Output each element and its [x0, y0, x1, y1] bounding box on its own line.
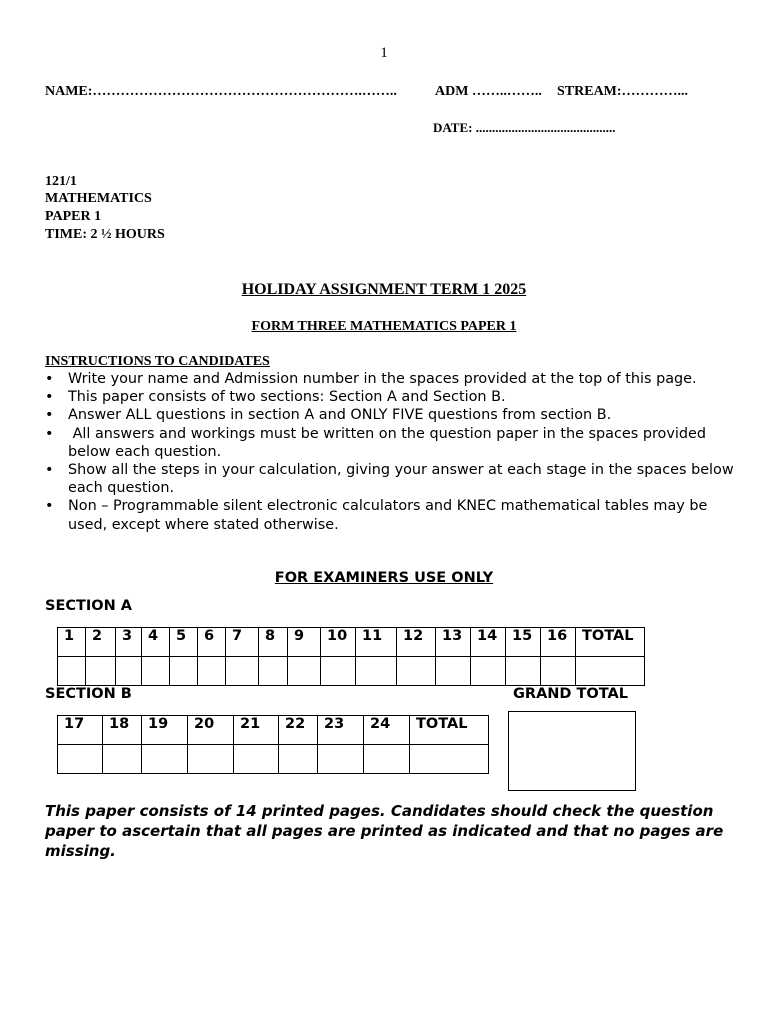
stream-field-line[interactable]: STREAM:…………...	[557, 84, 689, 99]
instruction-item	[45, 370, 735, 388]
question-number-cell: 5	[170, 628, 198, 657]
question-number-cell: 8	[259, 628, 288, 657]
instruction-text: All answers and workings must be written on the question paper in the spaces provided below each question.	[68, 425, 711, 460]
bullet-icon: •	[45, 371, 54, 387]
question-number-cell: 18	[103, 716, 142, 745]
printed-pages-note: This paper consists of 14 printed pages. Candidates should check the question paper to ascertain that all pages are printed as indicated and that no pages are missing.	[45, 802, 724, 860]
bullet-icon: •	[45, 407, 54, 424]
score-cell[interactable]	[506, 657, 541, 686]
score-cell[interactable]	[116, 657, 142, 686]
score-cell[interactable]	[279, 745, 318, 774]
total-score-cell[interactable]	[410, 745, 489, 774]
question-number-cell: 3	[116, 628, 142, 657]
section-b-label: SECTION B	[45, 686, 132, 702]
question-number-cell: 6	[198, 628, 226, 657]
instructions-list	[45, 370, 735, 534]
assignment-title: HOLIDAY ASSIGNMENT TERM 1 2025	[241, 281, 527, 298]
total-header-cell: TOTAL	[410, 716, 489, 745]
examiners-heading: FOR EXAMINERS USE ONLY	[274, 570, 494, 586]
score-cell[interactable]	[234, 745, 279, 774]
instruction-item	[45, 388, 735, 406]
score-cell[interactable]	[58, 745, 103, 774]
name-field-line[interactable]: NAME:………………………………………………….……..	[45, 84, 397, 99]
question-number-cell: 13	[436, 628, 471, 657]
instruction-item	[45, 461, 735, 497]
assignment-subtitle: FORM THREE MATHEMATICS PAPER 1	[251, 319, 517, 334]
score-cell[interactable]	[142, 657, 170, 686]
question-number-cell: 9	[288, 628, 321, 657]
instruction-text: Show all the steps in your calculation, giving your answer at each stage in the spaces below each question.	[68, 462, 734, 497]
score-cell[interactable]	[259, 657, 288, 686]
question-number-cell: 20	[188, 716, 234, 745]
question-number-cell: 1	[58, 628, 86, 657]
bullet-icon: •	[45, 425, 54, 442]
grand-total-label: GRAND TOTAL	[513, 686, 628, 702]
question-number-cell: 11	[356, 628, 397, 657]
score-cell[interactable]	[436, 657, 471, 686]
score-cell[interactable]	[170, 657, 198, 686]
grand-total-box[interactable]	[508, 711, 636, 791]
score-cell[interactable]	[226, 657, 259, 686]
question-number-cell: 21	[234, 716, 279, 745]
question-number-cell: 10	[321, 628, 356, 657]
total-score-cell[interactable]	[576, 657, 645, 686]
question-number-cell: 24	[364, 716, 410, 745]
question-number-cell: 16	[541, 628, 576, 657]
time-allowed: TIME: 2 ½ HOURS	[45, 227, 165, 242]
question-number-cell: 2	[86, 628, 116, 657]
score-cell[interactable]	[103, 745, 142, 774]
score-cell[interactable]	[356, 657, 397, 686]
section-a-label: SECTION A	[45, 598, 133, 614]
paper-code: 121/1	[45, 174, 77, 189]
instruction-text: Write your name and Admission number in the spaces provided at the top of this page.	[68, 371, 697, 387]
instruction-text: Answer ALL questions in section A and ONLY FIVE questions from section B.	[68, 407, 612, 424]
score-cell[interactable]	[188, 745, 234, 774]
instruction-text: Non – Programmable silent electronic calculators and KNEC mathematical tables may be used, except where stated otherwise.	[68, 498, 708, 533]
page-number: 1	[380, 45, 388, 61]
instruction-item	[45, 406, 735, 424]
bullet-icon: •	[45, 462, 54, 479]
instruction-text: This paper consists of two sections: Section A and Section B.	[68, 389, 506, 406]
score-cell[interactable]	[321, 657, 356, 686]
question-number-cell: 23	[318, 716, 364, 745]
score-cell[interactable]	[142, 745, 188, 774]
question-number-cell: 4	[142, 628, 170, 657]
score-cell[interactable]	[471, 657, 506, 686]
instruction-item	[45, 425, 735, 461]
section-a-score-row	[58, 657, 645, 686]
question-number-cell: 12	[397, 628, 436, 657]
section-a-header-row	[58, 628, 645, 657]
section-b-score-row	[58, 745, 489, 774]
score-cell[interactable]	[86, 657, 116, 686]
section-a-score-table	[57, 627, 645, 686]
section-b-score-table	[57, 715, 489, 774]
section-b-header-row	[58, 716, 489, 745]
paper-number: PAPER 1	[45, 209, 102, 224]
total-header-cell: TOTAL	[576, 628, 645, 657]
score-cell[interactable]	[198, 657, 226, 686]
score-cell[interactable]	[288, 657, 321, 686]
adm-field-line[interactable]: ADM ……..……..	[435, 84, 542, 99]
question-number-cell: 14	[471, 628, 506, 657]
score-cell[interactable]	[58, 657, 86, 686]
score-cell[interactable]	[318, 745, 364, 774]
question-number-cell: 19	[142, 716, 188, 745]
score-cell[interactable]	[397, 657, 436, 686]
instructions-heading: INSTRUCTIONS TO CANDIDATES	[45, 354, 270, 369]
subject-name: MATHEMATICS	[45, 191, 152, 206]
question-number-cell: 15	[506, 628, 541, 657]
score-cell[interactable]	[364, 745, 410, 774]
question-number-cell: 7	[226, 628, 259, 657]
question-number-cell: 17	[58, 716, 103, 745]
date-field-line[interactable]: DATE: ...........................................	[433, 120, 616, 135]
instruction-item	[45, 497, 735, 533]
bullet-icon: •	[45, 389, 54, 406]
question-number-cell: 22	[279, 716, 318, 745]
bullet-icon: •	[45, 498, 54, 515]
score-cell[interactable]	[541, 657, 576, 686]
